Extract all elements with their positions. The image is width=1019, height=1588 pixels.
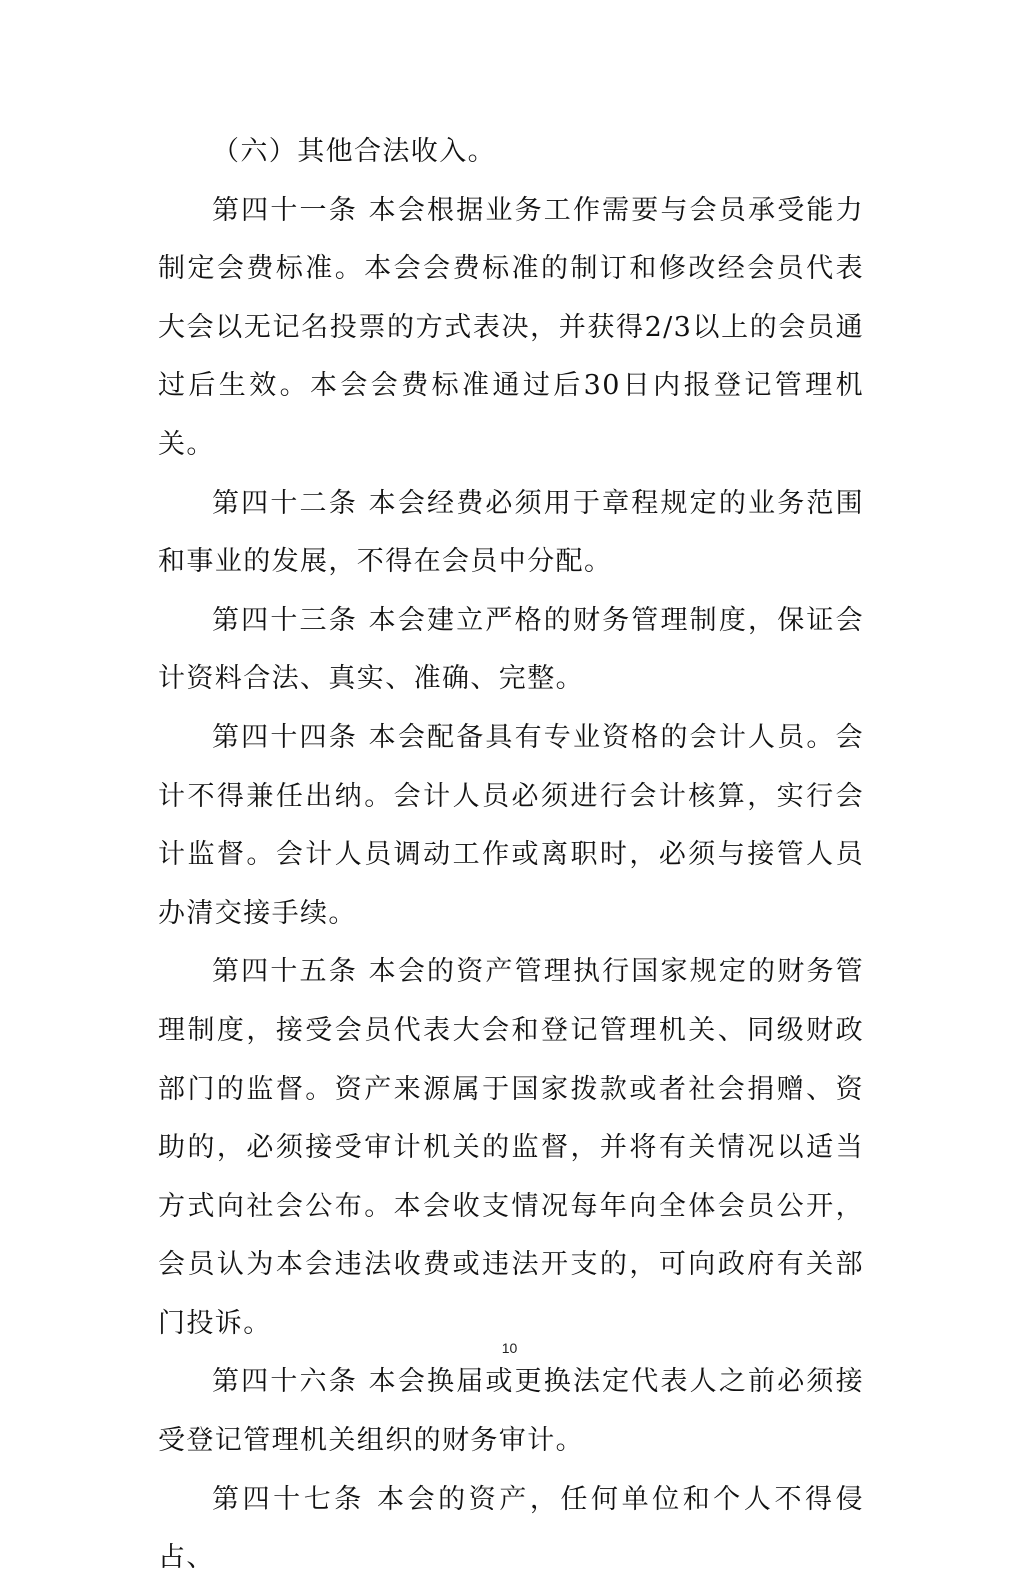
paragraph-article-46: 第四十六条 本会换届或更换法定代表人之前必须接受登记管理机关组织的财务审计。 bbox=[158, 1366, 864, 1457]
body-text bbox=[158, 123, 864, 1588]
paragraph-article-42: 第四十二条 本会经费必须用于章程规定的业务范围和事业的发展，不得在会员中分配。 bbox=[158, 487, 864, 578]
paragraph-other-income: （六）其他合法收入。 bbox=[212, 136, 496, 167]
paragraph-article-41: 第四十一条 本会根据业务工作需要与会员承受能力制定会费标准。本会会费标准的制订和修改经会员代表大会以无记名投票的方式表决，并获得2/3以上的会员通过后生效。本会会费标准通过后30日内报登记管理机关。 bbox=[158, 194, 864, 460]
paragraph-article-43: 第四十三条 本会建立严格的财务管理制度，保证会计资料合法、真实、准确、完整。 bbox=[158, 604, 864, 695]
paragraph-article-47: 第四十七条 本会的资产，任何单位和个人不得侵占、 bbox=[158, 1483, 864, 1574]
page-number: 10 bbox=[501, 1340, 518, 1356]
paragraph-article-44: 第四十四条 本会配备具有专业资格的会计人员。会计不得兼任出纳。会计人员必须进行会计核算，实行会计监督。会计人员调动工作或离职时，必须与接管人员办清交接手续。 bbox=[158, 721, 864, 929]
paragraph-article-45: 第四十五条 本会的资产管理执行国家规定的财务管理制度，接受会员代表大会和登记管理机关、同级财政部门的监督。资产来源属于国家拨款或者社会捐赠、资助的，必须接受审计机关的监督，并将有关情况以适当方式向社会公布。本会收支情况每年向全体会员公开，会员认为本会违法收费或违法开支的，可向政府有关部门投诉。 bbox=[158, 956, 864, 1339]
